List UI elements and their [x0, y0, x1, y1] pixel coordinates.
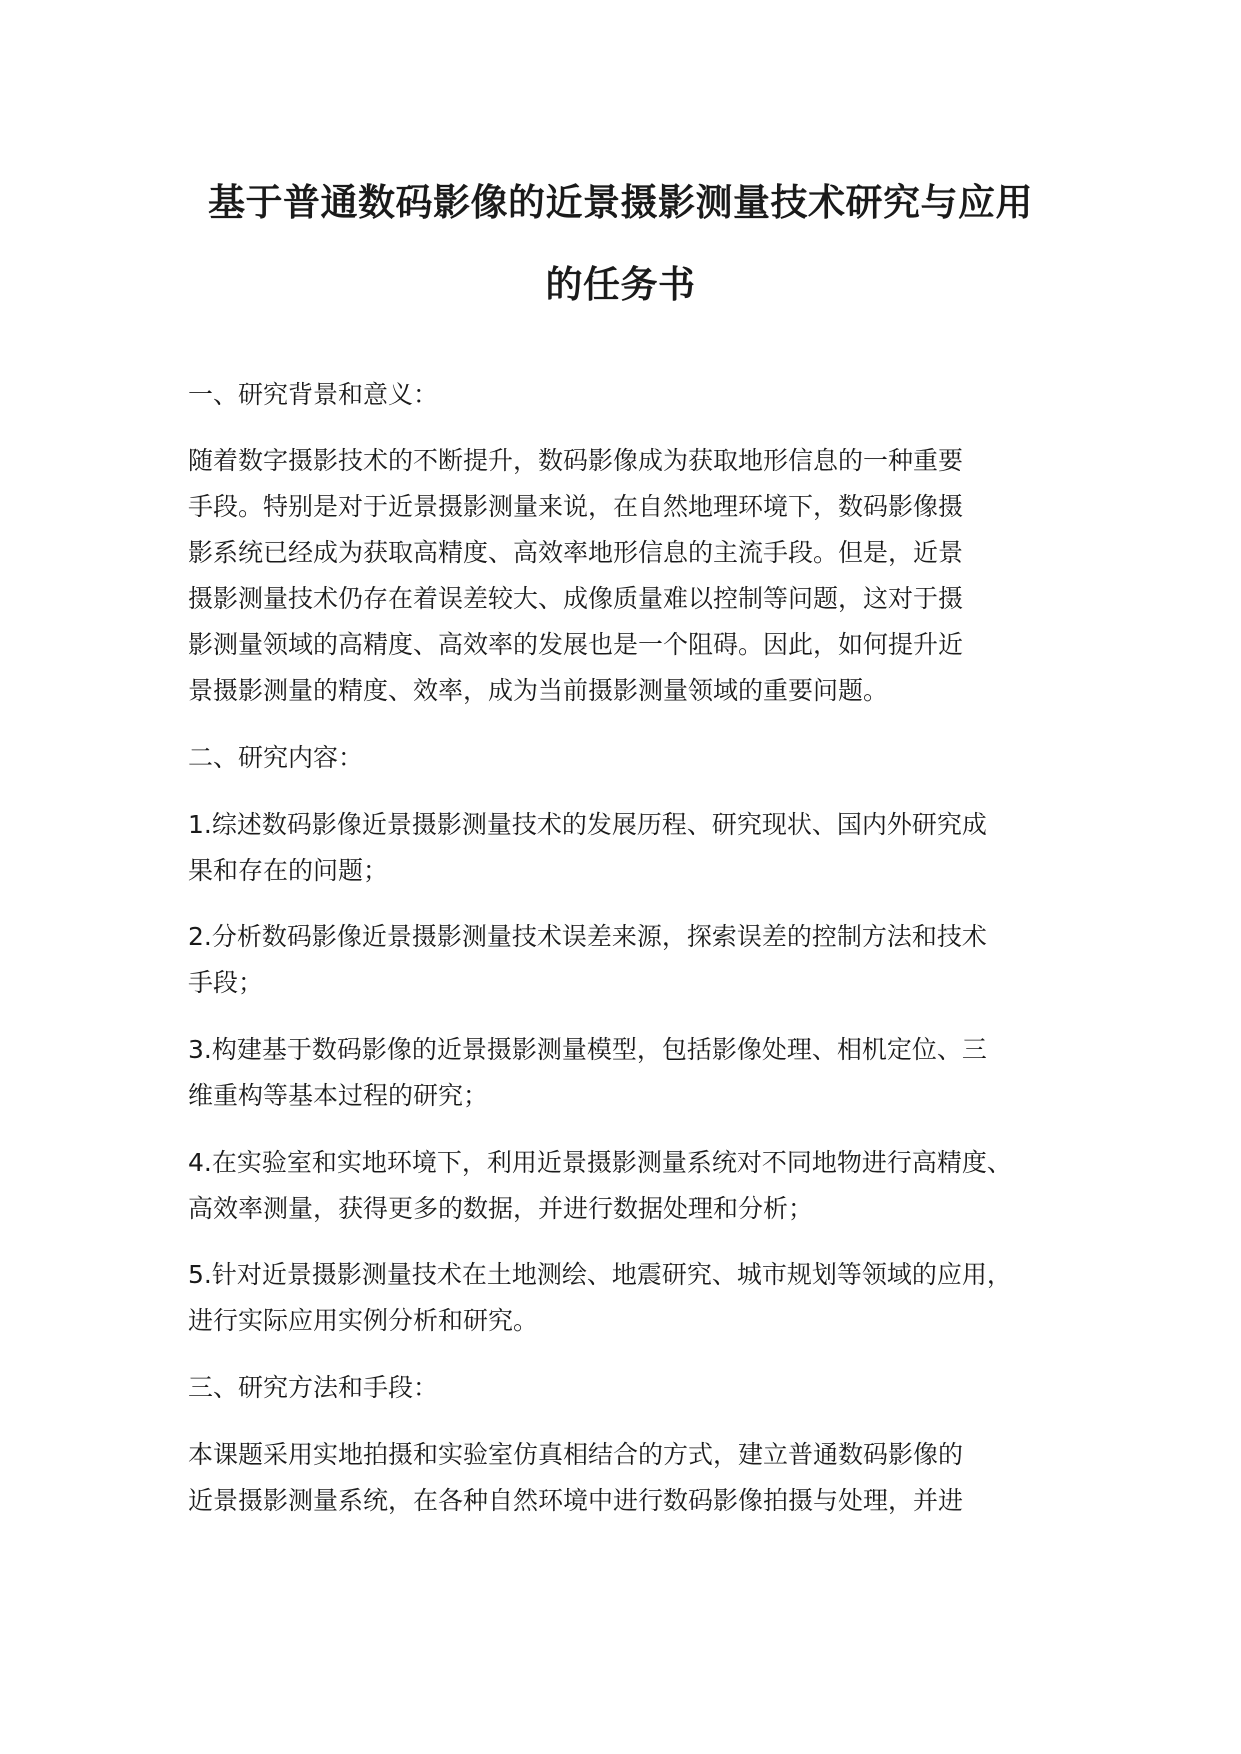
list-item-4-line: 4.在实验室和实地环境下，利用近景摄影测量系统对不同地物进行高精度、: [188, 1148, 1012, 1177]
paragraph-line: 手段。特别是对于近景摄影测量来说，在自然地理环境下，数码影像摄: [188, 492, 964, 521]
document-title-line-2: 的任务书: [545, 263, 696, 306]
list-item-4-line: 高效率测量，获得更多的数据，并进行数据处理和分析；: [188, 1194, 814, 1223]
paragraph-line: 本课题采用实地拍摄和实验室仿真相结合的方式，建立普通数码影像的: [188, 1440, 964, 1469]
paragraph-line: 影系统已经成为获取高精度、高效率地形信息的主流手段。但是，近景: [188, 538, 964, 567]
paragraph-line: 影测量领域的高精度、高效率的发展也是一个阻碍。因此，如何提升近: [188, 630, 964, 659]
paragraph-line: 摄影测量技术仍存在着误差较大、成像质量难以控制等问题，这对于摄: [188, 584, 964, 613]
list-item-1-line: 果和存在的问题；: [188, 856, 389, 885]
paragraph-line: 景摄影测量的精度、效率，成为当前摄影测量领域的重要问题。: [188, 676, 889, 705]
paragraph-line: 近景摄影测量系统，在各种自然环境中进行数码影像拍摄与处理，并进: [188, 1486, 964, 1515]
list-item-2-line: 2.分析数码影像近景摄影测量技术误差来源，探索误差的控制方法和技术: [188, 922, 987, 951]
section-heading-background: 一、研究背景和意义：: [188, 380, 439, 409]
list-item-1-line: 1.综述数码影像近景摄影测量技术的发展历程、研究现状、国内外研究成: [188, 810, 987, 839]
list-item-3-line: 维重构等基本过程的研究；: [188, 1081, 489, 1110]
paragraph-line: 随着数字摄影技术的不断提升，数码影像成为获取地形信息的一种重要: [188, 446, 964, 475]
list-item-5-line: 进行实际应用实例分析和研究。: [188, 1306, 539, 1335]
list-item-5-line: 5.针对近景摄影测量技术在土地测绘、地震研究、城市规划等领域的应用，: [188, 1260, 1012, 1289]
section-heading-content: 二、研究内容：: [188, 743, 364, 772]
list-item-3-line: 3.构建基于数码影像的近景摄影测量模型，包括影像处理、相机定位、三: [188, 1035, 987, 1064]
document-title-line-1: 基于普通数码影像的近景摄影测量技术研究与应用: [208, 181, 1033, 224]
list-item-2-line: 手段；: [188, 968, 264, 997]
section-heading-methods: 三、研究方法和手段：: [188, 1373, 439, 1402]
